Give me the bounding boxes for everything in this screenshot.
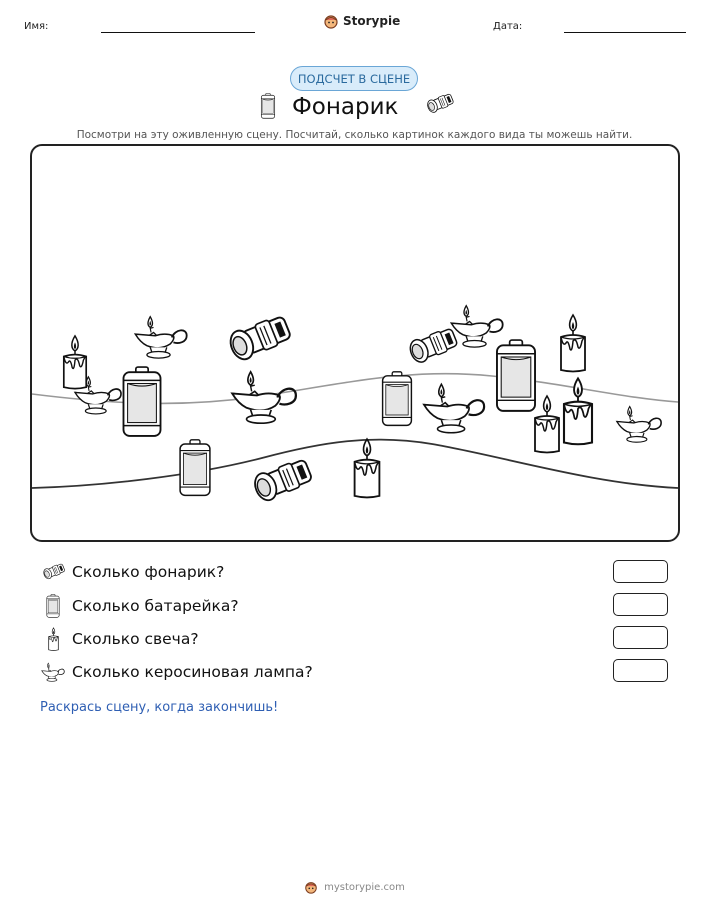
pie-mascot-icon <box>304 880 318 894</box>
oil-lamp <box>135 317 186 358</box>
question-oil-lamp <box>40 661 313 683</box>
candle <box>535 396 559 453</box>
name-field-line[interactable] <box>101 32 255 33</box>
flashlight-icon <box>423 92 455 116</box>
counting-scene <box>30 144 680 542</box>
oil-lamp <box>232 372 296 423</box>
oil-lamp <box>451 306 502 347</box>
battery <box>180 440 210 496</box>
question-candle <box>40 628 199 650</box>
question-text: Сколько батарейка? <box>72 597 239 615</box>
battery-icon <box>260 93 276 119</box>
brand-name: Storypie <box>343 14 401 28</box>
battery <box>123 367 160 436</box>
category-badge: ПОДСЧЕТ В СЦЕНЕ <box>290 66 418 91</box>
question-battery <box>40 595 239 617</box>
battery <box>383 372 412 426</box>
candle <box>355 439 380 497</box>
question-text: Сколько свеча? <box>72 630 199 648</box>
oil-lamp <box>617 407 661 443</box>
flashlight-icon <box>40 563 66 581</box>
page-title: Фонарик <box>292 94 399 120</box>
flashlight <box>407 326 459 365</box>
name-label: Имя: <box>24 21 49 32</box>
brand-logo <box>323 13 400 29</box>
battery <box>497 340 535 411</box>
coloring-note: Раскрась сцену, когда закончишь! <box>40 700 279 715</box>
instructions: Посмотри на эту оживленную сцену. Посчитай, сколько картинок каждого вида ты можешь найти. <box>76 129 633 141</box>
candle-icon <box>47 627 60 651</box>
pie-mascot-icon <box>323 13 339 29</box>
answer-box-battery[interactable] <box>613 593 668 616</box>
footer-url: mystorypie.com <box>324 881 405 893</box>
oil-lamp-icon <box>40 662 66 682</box>
answer-box-oil-lamp[interactable] <box>613 659 668 682</box>
date-label: Дата: <box>493 21 523 32</box>
answer-box-flashlight[interactable] <box>613 560 668 583</box>
date-field-line[interactable] <box>564 32 686 33</box>
scene-illustration <box>32 146 678 540</box>
candle <box>64 336 86 389</box>
oil-lamp <box>424 384 484 433</box>
candle <box>564 378 592 444</box>
battery-icon <box>46 594 60 618</box>
flashlight <box>227 313 293 363</box>
flashlight <box>251 456 313 503</box>
answer-box-candle[interactable] <box>613 626 668 649</box>
question-text: Сколько фонарик? <box>72 563 225 581</box>
footer <box>0 880 709 894</box>
question-text: Сколько керосиновая лампа? <box>72 663 313 681</box>
question-flashlight <box>40 561 224 583</box>
candle <box>561 315 585 372</box>
